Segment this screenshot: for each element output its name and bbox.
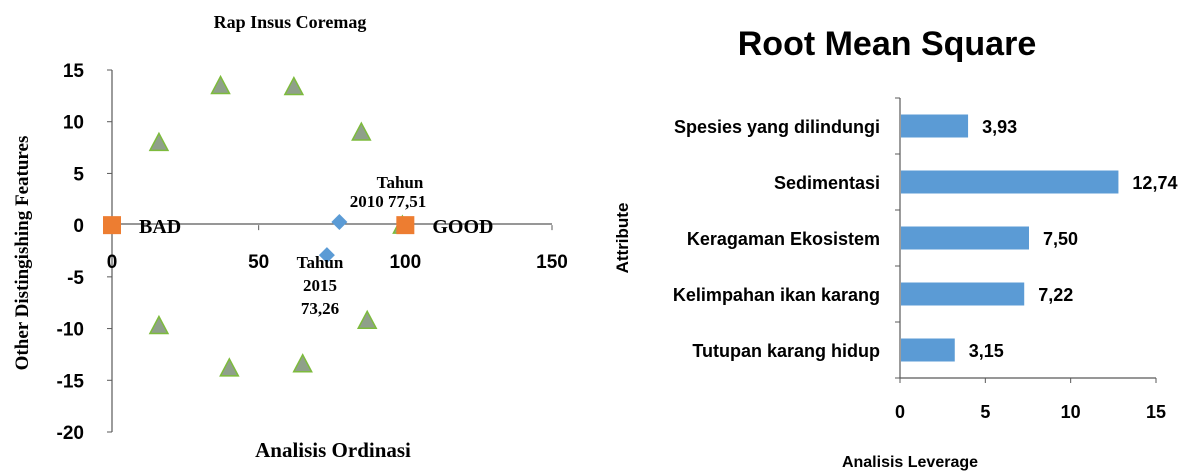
bar-category-label: Spesies yang dilindungi <box>673 117 880 137</box>
bar-category-label: Kelimpahan ikan karang <box>672 285 880 305</box>
annotation-2010-line1: Tahun <box>376 173 424 192</box>
bar-category-label: Keragaman Ekosistem <box>686 229 880 249</box>
scatter-triangle-point <box>358 311 376 328</box>
scatter-reference-square <box>103 216 121 234</box>
scatter-reference-label: GOOD <box>432 216 494 239</box>
scatter-y-tick-label: 15 <box>62 61 84 82</box>
bar-x-tick-label: 0 <box>894 402 906 422</box>
bar-category-label: Tutupan karang hidup <box>692 341 880 361</box>
scatter-y-tick-label: 0 <box>73 216 84 238</box>
scatter-y-tick-label: -10 <box>56 319 84 341</box>
scatter-x-tick-label: 100 <box>389 252 422 274</box>
scatter-triangle-point <box>220 359 238 376</box>
bar-x-tick-label: 15 <box>1145 402 1167 422</box>
bar-value-bar <box>901 171 1118 194</box>
bar-value-bar <box>901 283 1024 306</box>
scatter-triangle-point <box>294 355 312 372</box>
scatter-x-axis-label: Analisis Ordinasi <box>255 438 411 462</box>
scatter-triangle-point <box>285 78 303 95</box>
scatter-x-tick-label: 50 <box>248 252 270 274</box>
scatter-y-axis-label: Other Distingishing Features <box>12 135 33 371</box>
scatter-triangle-point <box>150 133 168 150</box>
scatter-y-tick-label: 10 <box>62 112 84 134</box>
ordination-scatter-chart <box>12 12 568 462</box>
bar-value-bar <box>901 115 968 138</box>
bar-y-axis-label: Attribute <box>613 202 632 274</box>
annotation-2015-line1: Tahun <box>296 253 344 272</box>
scatter-x-tick-label: 0 <box>106 252 118 274</box>
scatter-reference-label: BAD <box>139 216 182 239</box>
scatter-x-tick-label: 150 <box>536 252 568 274</box>
leverage-bar-chart <box>613 25 1177 471</box>
scatter-y-tick-label: -5 <box>67 267 84 289</box>
bar-value-label: 12,74 <box>1132 173 1178 193</box>
bar-value-label: 7,50 <box>1043 229 1079 249</box>
scatter-reference-square <box>396 216 414 234</box>
bar-value-bar <box>901 227 1029 250</box>
scatter-y-tick-label: -15 <box>56 371 84 393</box>
bar-x-tick-label: 5 <box>980 402 991 422</box>
scatter-y-tick-label: -20 <box>56 423 84 444</box>
bar-value-bar <box>901 339 955 362</box>
scatter-title: Rap Insus Coremag <box>213 12 367 32</box>
annotation-2010-line2: 2010 77,51 <box>349 192 427 211</box>
bar-category-label: Sedimentasi <box>773 173 880 193</box>
annotation-2015-line2: 2015 <box>303 276 337 295</box>
bar-x-axis-label: Analisis Leverage <box>841 454 979 471</box>
bar-value-label: 7,22 <box>1038 285 1074 305</box>
scatter-triangle-point <box>212 77 230 94</box>
annotation-2015-line3: 73,26 <box>300 299 340 318</box>
scatter-year-diamond <box>331 214 347 230</box>
bar-title: Root Mean Square <box>737 25 1037 63</box>
scatter-y-tick-label: 5 <box>73 164 84 186</box>
scatter-triangle-point <box>150 316 168 333</box>
bar-value-label: 3,93 <box>982 117 1018 137</box>
scatter-triangle-point <box>352 123 370 140</box>
bar-value-label: 3,15 <box>968 341 1004 361</box>
bar-x-tick-label: 10 <box>1060 402 1081 422</box>
